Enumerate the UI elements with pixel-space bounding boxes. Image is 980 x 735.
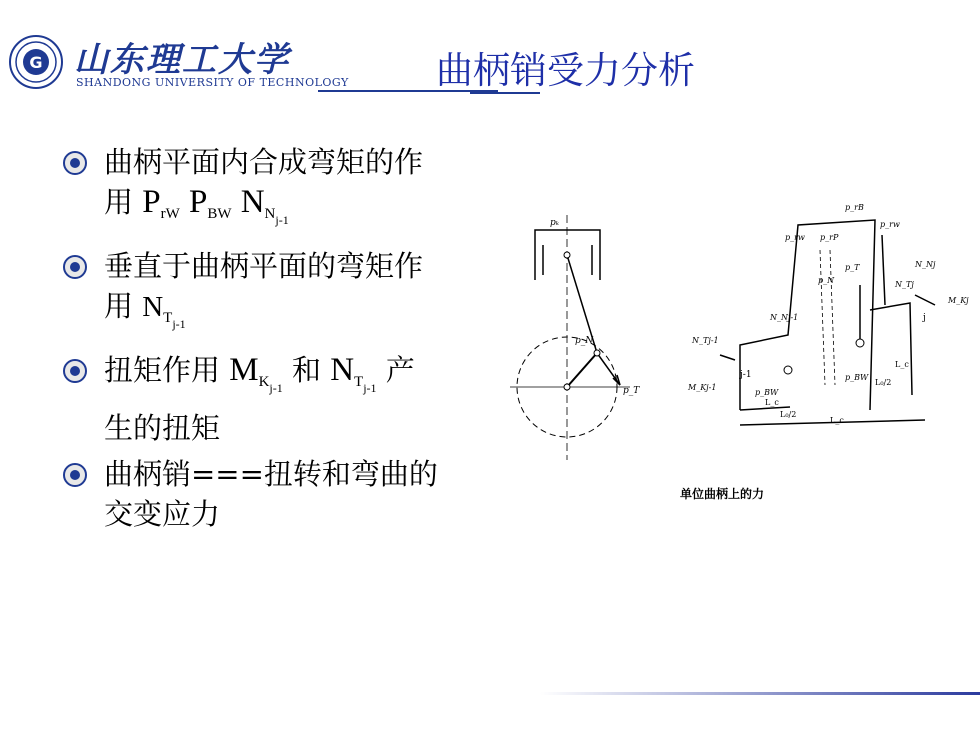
bullet-emblem-icon xyxy=(62,358,88,384)
bullet-text: 扭矩作用 xyxy=(104,353,230,387)
force-label: p_BW xyxy=(845,373,869,382)
symbol-subscript: j-1 xyxy=(172,317,186,331)
bullet-emblem-icon xyxy=(62,254,88,280)
section-label: j xyxy=(923,313,926,323)
bullet-text: 生的扭矩 xyxy=(104,411,221,445)
bullet-text: 曲柄销===扭转和弯曲的 xyxy=(104,457,438,491)
force-label: N_Nj-1 xyxy=(770,313,799,322)
force-label: N_Tj-1 xyxy=(692,336,719,345)
symbol: P xyxy=(188,184,208,220)
bullet-text: 垂直于曲柄平面的弯矩作 xyxy=(104,249,424,283)
bullet-emblem-icon xyxy=(62,462,88,488)
bullet-item xyxy=(62,454,482,534)
force-label: p_N xyxy=(575,336,594,346)
bullet-text: 交变应力 xyxy=(104,497,221,531)
force-label: N_Tj xyxy=(895,280,914,289)
university-logo xyxy=(8,28,349,98)
symbol: N xyxy=(240,184,265,220)
force-label: M_Kj-1 xyxy=(688,383,717,392)
section-label: j-1 xyxy=(740,370,752,380)
force-label: p_rP xyxy=(820,233,839,242)
bullet-emblem-icon xyxy=(62,150,88,176)
slide-title: 曲柄销受力分析 xyxy=(436,49,695,92)
bullet-item xyxy=(62,246,482,344)
dimension-label: L_c xyxy=(830,416,844,425)
force-label: M_Kj xyxy=(948,296,969,305)
force-label: p_rw xyxy=(785,233,805,242)
symbol: P xyxy=(142,184,161,220)
force-label: p_rw xyxy=(880,220,900,229)
force-label: N_Nj xyxy=(915,260,936,269)
symbol-subscript: BW xyxy=(207,206,232,222)
footer-divider xyxy=(540,692,980,695)
symbol: N xyxy=(330,352,355,388)
bullet-text: 用 xyxy=(104,289,143,323)
symbol-subscript: rW xyxy=(160,206,180,222)
symbol-subscript: j-1 xyxy=(363,381,377,395)
force-label: pₖ xyxy=(550,218,560,228)
unit-crank-forces-diagram xyxy=(680,195,970,455)
bullet-item xyxy=(62,350,482,448)
bullet-list xyxy=(62,142,482,540)
crank-mechanism-diagram xyxy=(495,205,675,475)
dimension-label: L₀/2 xyxy=(780,410,797,419)
force-label: p_T xyxy=(845,263,860,272)
symbol-subscript: j-1 xyxy=(275,213,289,227)
svg-text:G: G xyxy=(29,53,43,72)
symbol-subscript: K xyxy=(258,374,270,390)
bullet-item xyxy=(62,142,482,240)
dimension-label: L_c xyxy=(895,360,909,369)
symbol-subscript: T xyxy=(163,310,173,326)
symbol-subscript: j-1 xyxy=(269,381,283,395)
force-label: p_N xyxy=(818,276,835,285)
symbol-subscript: T xyxy=(354,374,364,390)
university-name-en: SHANDONG UNIVERSITY OF TECHNOLOGY xyxy=(76,76,349,89)
symbol: M xyxy=(229,352,259,388)
symbol: N xyxy=(142,291,164,323)
university-name-cn: 山东理工大学 xyxy=(74,40,290,80)
figure-caption: 单位曲柄上的力 xyxy=(680,487,765,501)
dimension-label: L_c xyxy=(765,398,779,407)
force-label: p_rB xyxy=(845,203,864,212)
force-label: p_BW xyxy=(755,388,779,397)
bullet-text: 曲柄平面内合成弯矩的作 xyxy=(104,145,424,179)
bullet-text: 用 xyxy=(104,185,143,219)
symbol-subscript: N xyxy=(264,206,276,222)
university-emblem-icon xyxy=(8,34,64,90)
bullet-text: 产 xyxy=(376,353,415,387)
dimension-label: L₀/2 xyxy=(875,378,892,387)
bullet-text: 和 xyxy=(282,353,331,387)
force-label: p_T xyxy=(623,386,640,396)
